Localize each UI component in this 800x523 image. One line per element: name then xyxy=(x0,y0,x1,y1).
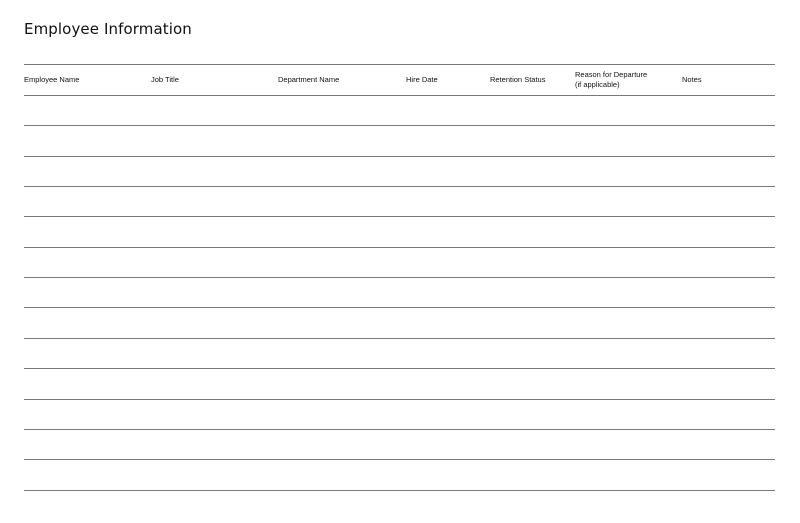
table-cell[interactable] xyxy=(151,96,278,126)
table-cell[interactable] xyxy=(151,217,278,247)
table-cell[interactable] xyxy=(278,157,406,187)
table-cell[interactable] xyxy=(406,339,490,369)
table-cell[interactable] xyxy=(490,400,575,430)
table-cell[interactable] xyxy=(406,400,490,430)
table-cell[interactable] xyxy=(151,187,278,217)
table-cell[interactable] xyxy=(682,278,775,308)
row-rule xyxy=(24,277,775,278)
row-rule xyxy=(24,156,775,157)
table-cell[interactable] xyxy=(278,308,406,338)
table-cell[interactable] xyxy=(151,430,278,460)
column-header-notes: Notes xyxy=(682,74,702,84)
table-cell[interactable] xyxy=(406,157,490,187)
table-header-row xyxy=(24,64,775,95)
table-row xyxy=(24,157,775,187)
table-cell[interactable] xyxy=(151,369,278,399)
table-cell[interactable] xyxy=(278,187,406,217)
row-rule xyxy=(24,459,775,460)
table-cell[interactable] xyxy=(24,308,151,338)
row-rule xyxy=(24,338,775,339)
table-cell[interactable] xyxy=(151,339,278,369)
table-cell[interactable] xyxy=(278,430,406,460)
table-cell[interactable] xyxy=(682,248,775,278)
table-cell[interactable] xyxy=(575,430,682,460)
table-cell[interactable] xyxy=(490,430,575,460)
row-rule xyxy=(24,429,775,430)
table-cell[interactable] xyxy=(151,400,278,430)
table-row xyxy=(24,400,775,430)
column-header-department-name: Department Name xyxy=(278,74,340,84)
table-cell[interactable] xyxy=(24,369,151,399)
table-cell[interactable] xyxy=(575,339,682,369)
table-row xyxy=(24,369,775,399)
row-rule xyxy=(24,216,775,217)
table-row xyxy=(24,96,775,126)
table-cell[interactable] xyxy=(24,430,151,460)
table-cell[interactable] xyxy=(406,460,490,490)
table-cell[interactable] xyxy=(24,460,151,490)
table-row xyxy=(24,460,775,490)
table-cell[interactable] xyxy=(682,96,775,126)
table-cell[interactable] xyxy=(682,157,775,187)
table-cell[interactable] xyxy=(682,400,775,430)
table-row xyxy=(24,278,775,308)
table-cell[interactable] xyxy=(151,460,278,490)
table-cell[interactable] xyxy=(24,339,151,369)
table-cell[interactable] xyxy=(278,96,406,126)
table-cell[interactable] xyxy=(406,187,490,217)
table-cell[interactable] xyxy=(406,217,490,247)
row-rule xyxy=(24,368,775,369)
table-cell[interactable] xyxy=(682,339,775,369)
table-cell[interactable] xyxy=(575,400,682,430)
table-cell[interactable] xyxy=(24,278,151,308)
table-cell[interactable] xyxy=(278,126,406,156)
table-cell[interactable] xyxy=(682,460,775,490)
table-cell[interactable] xyxy=(24,248,151,278)
table-cell[interactable] xyxy=(278,400,406,430)
column-header-employee-name: Employee Name xyxy=(24,74,80,84)
table-cell[interactable] xyxy=(490,157,575,187)
table-cell[interactable] xyxy=(278,369,406,399)
table-cell[interactable] xyxy=(278,339,406,369)
table-cell[interactable] xyxy=(490,217,575,247)
table-cell[interactable] xyxy=(278,278,406,308)
table-cell[interactable] xyxy=(24,157,151,187)
table-cell[interactable] xyxy=(151,308,278,338)
row-rule xyxy=(24,490,775,491)
table-cell[interactable] xyxy=(406,278,490,308)
column-header-reason-for-departure: Reason for Departure (if applicable) xyxy=(575,70,648,89)
page-title: Employee Information xyxy=(24,20,192,38)
table-cell[interactable] xyxy=(682,187,775,217)
table-cell[interactable] xyxy=(406,248,490,278)
table-cell[interactable] xyxy=(575,460,682,490)
table-cell[interactable] xyxy=(575,369,682,399)
column-header-retention-status: Retention Status xyxy=(490,74,546,84)
table-row xyxy=(24,248,775,278)
row-rule xyxy=(24,399,775,400)
table-cell[interactable] xyxy=(278,248,406,278)
table-cell[interactable] xyxy=(24,217,151,247)
table-cell[interactable] xyxy=(406,308,490,338)
table-cell[interactable] xyxy=(575,187,682,217)
table-cell[interactable] xyxy=(682,430,775,460)
table-cell[interactable] xyxy=(490,96,575,126)
table-cell[interactable] xyxy=(490,369,575,399)
table-cell[interactable] xyxy=(24,400,151,430)
table-cell[interactable] xyxy=(490,187,575,217)
row-rule xyxy=(24,125,775,126)
table-cell[interactable] xyxy=(490,278,575,308)
row-rule xyxy=(24,247,775,248)
table-cell[interactable] xyxy=(575,157,682,187)
table-cell[interactable] xyxy=(151,126,278,156)
table-row xyxy=(24,430,775,460)
table-header-rule xyxy=(24,95,775,96)
row-rule xyxy=(24,186,775,187)
table-cell[interactable] xyxy=(490,460,575,490)
table-cell[interactable] xyxy=(575,308,682,338)
table-cell[interactable] xyxy=(575,126,682,156)
table-cell[interactable] xyxy=(278,217,406,247)
column-header-hire-date: Hire Date xyxy=(406,74,438,84)
table-cell[interactable] xyxy=(575,96,682,126)
table-row xyxy=(24,187,775,217)
table-cell[interactable] xyxy=(406,126,490,156)
table-cell[interactable] xyxy=(490,126,575,156)
table-row xyxy=(24,217,775,247)
table-cell[interactable] xyxy=(575,278,682,308)
column-header-job-title: Job Title xyxy=(151,74,179,84)
table-cell[interactable] xyxy=(682,217,775,247)
table-cell[interactable] xyxy=(24,126,151,156)
row-rule xyxy=(24,307,775,308)
table-cell[interactable] xyxy=(682,369,775,399)
table-row xyxy=(24,339,775,369)
table-cell[interactable] xyxy=(406,96,490,126)
table-cell[interactable] xyxy=(24,96,151,126)
table-cell[interactable] xyxy=(682,126,775,156)
table-cell[interactable] xyxy=(406,430,490,460)
table-row xyxy=(24,308,775,338)
table-cell[interactable] xyxy=(575,217,682,247)
table-cell[interactable] xyxy=(406,369,490,399)
table-cell[interactable] xyxy=(278,460,406,490)
table-cell[interactable] xyxy=(490,308,575,338)
table-cell[interactable] xyxy=(151,278,278,308)
table-cell[interactable] xyxy=(490,339,575,369)
table-cell[interactable] xyxy=(682,308,775,338)
table-cell[interactable] xyxy=(151,248,278,278)
table-cell[interactable] xyxy=(151,157,278,187)
table-cell[interactable] xyxy=(490,248,575,278)
table-cell[interactable] xyxy=(575,248,682,278)
table-row xyxy=(24,126,775,156)
table-cell[interactable] xyxy=(24,187,151,217)
